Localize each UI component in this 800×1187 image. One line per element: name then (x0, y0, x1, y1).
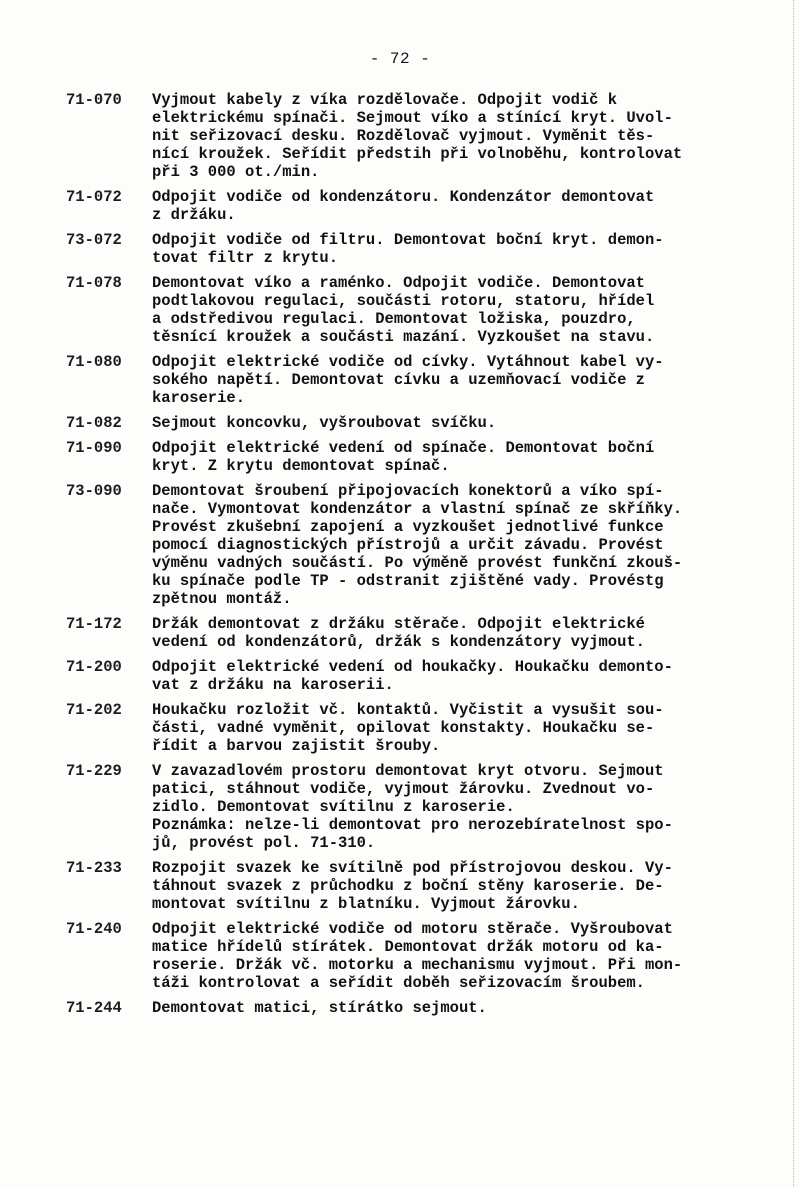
list-item (66, 274, 776, 346)
operation-list (66, 91, 776, 1024)
list-item (66, 482, 776, 608)
operation-code: 71-202 (66, 701, 122, 719)
operation-code: 71-200 (66, 658, 122, 676)
operation-description: Odpojit vodiče od filtru. Demontovat boční kryt. demon- tovat filtr z krytu. (152, 231, 664, 267)
operation-description: Odpojit elektrické vedení od spínače. Demontovat boční kryt. Z krytu demontovat spínač. (152, 439, 655, 475)
operation-description: Houkačku rozložit vč. kontaktů. Vyčistit a vysušit sou- části, vadné vyměnit, opilovat konstakty. Houkačku se- řídit a barvou zajistit šrouby. (152, 701, 664, 755)
operation-description: Rozpojit svazek ke svítilně pod přístrojovou deskou. Vy- táhnout svazek z průchodku z boční stěny karoserie. De- montovat svítilnu z blatníku. Vyjmout žárovku. (152, 859, 673, 913)
operation-code: 71-082 (66, 414, 122, 432)
list-item (66, 439, 776, 475)
list-item (66, 615, 776, 651)
operation-description: Demontovat víko a raménko. Odpojit vodiče. Demontovat podtlakovou regulaci, součásti rotoru, statoru, hřídel a odstředivou regulaci. Demontovat ložiska, pouzdro, těsnící kroužek a součásti mazání. Vyzkoušet na stavu. (152, 274, 655, 346)
operation-description: Odpojit elektrické vedení od houkačky. Houkačku demonto- vat z držáku na karoserii. (152, 658, 673, 694)
list-item (66, 188, 776, 224)
list-item (66, 859, 776, 913)
list-item (66, 414, 776, 432)
operation-description: Demontovat matici, stírátko sejmout. (152, 999, 487, 1017)
operation-code: 73-072 (66, 231, 122, 249)
scan-edge-line (793, 0, 794, 1187)
operation-code: 71-229 (66, 762, 122, 780)
operation-code: 71-072 (66, 188, 122, 206)
operation-code: 71-172 (66, 615, 122, 633)
operation-description: Odpojit vodiče od kondenzátoru. Kondenzátor demontovat z držáku. (152, 188, 655, 224)
operation-code: 73-090 (66, 482, 122, 500)
list-item (66, 353, 776, 407)
operation-description: Vyjmout kabely z víka rozdělovače. Odpojit vodič k elektrickému spínači. Sejmout víko a stínící kryt. Uvol- nit seřizovací desku. Rozdělovač vyjmout. Vyměnit těs- nící kroužek. Seřídit předstih při volnoběhu, kontrolovat při 3 000 ot./min. (152, 91, 683, 181)
operation-description: Držák demontovat z držáku stěrače. Odpojit elektrické vedení od kondenzátorů, držák s kondenzátory vyjmout. (152, 615, 645, 651)
operation-description: Sejmout koncovku, vyšroubovat svíčku. (152, 414, 497, 432)
operation-code: 71-090 (66, 439, 122, 457)
operation-code: 71-244 (66, 999, 122, 1017)
list-item (66, 658, 776, 694)
operation-description: Odpojit elektrické vodiče od motoru stěrače. Vyšroubovat matice hřídelů stírátek. Demontovat držák motoru od ka- roserie. Držák vč. motorku a mechanismu vyjmout. Při mon- táži kontrolovat a seřídit doběh seřizovacím šroubem. (152, 920, 683, 992)
operation-description: Demontovat šroubení připojovacích konektorů a víko spí- nače. Vymontovat kondenzátor a vlastní spínač ze skříňky. Provést zkušební zapojení a vyzkoušet jednotlivé funkce pomocí diagnostických přístrojů a určit závadu. Provést výměnu vadných součástí. Po výměně provést funkční zkouš- ku spínače podle TP - odstranit zjištěné vady. Provéstg zpětnou montáž. (152, 482, 683, 608)
operation-code: 71-240 (66, 920, 122, 938)
list-item (66, 91, 776, 181)
operation-code: 71-070 (66, 91, 122, 109)
operation-description: Odpojit elektrické vodiče od cívky. Vytáhnout kabel vy- sokého napětí. Demontovat cívku a uzemňovací vodiče z karoserie. (152, 353, 664, 407)
list-item (66, 701, 776, 755)
operation-code: 71-078 (66, 274, 122, 292)
page-number: - 72 - (369, 50, 431, 68)
list-item (66, 762, 776, 852)
operation-code: 71-233 (66, 859, 122, 877)
operation-description: V zavazadlovém prostoru demontovat kryt otvoru. Sejmout patici, stáhnout vodiče, vyjmout žárovku. Zvednout vo- zidlo. Demontovat svítilnu z karoserie. Poznámka: nelze-li demontovat pro nerozebíratelnost spo- jů, provést pol. 71-310. (152, 762, 673, 852)
list-item (66, 999, 776, 1017)
list-item (66, 231, 776, 267)
operation-code: 71-080 (66, 353, 122, 371)
list-item (66, 920, 776, 992)
